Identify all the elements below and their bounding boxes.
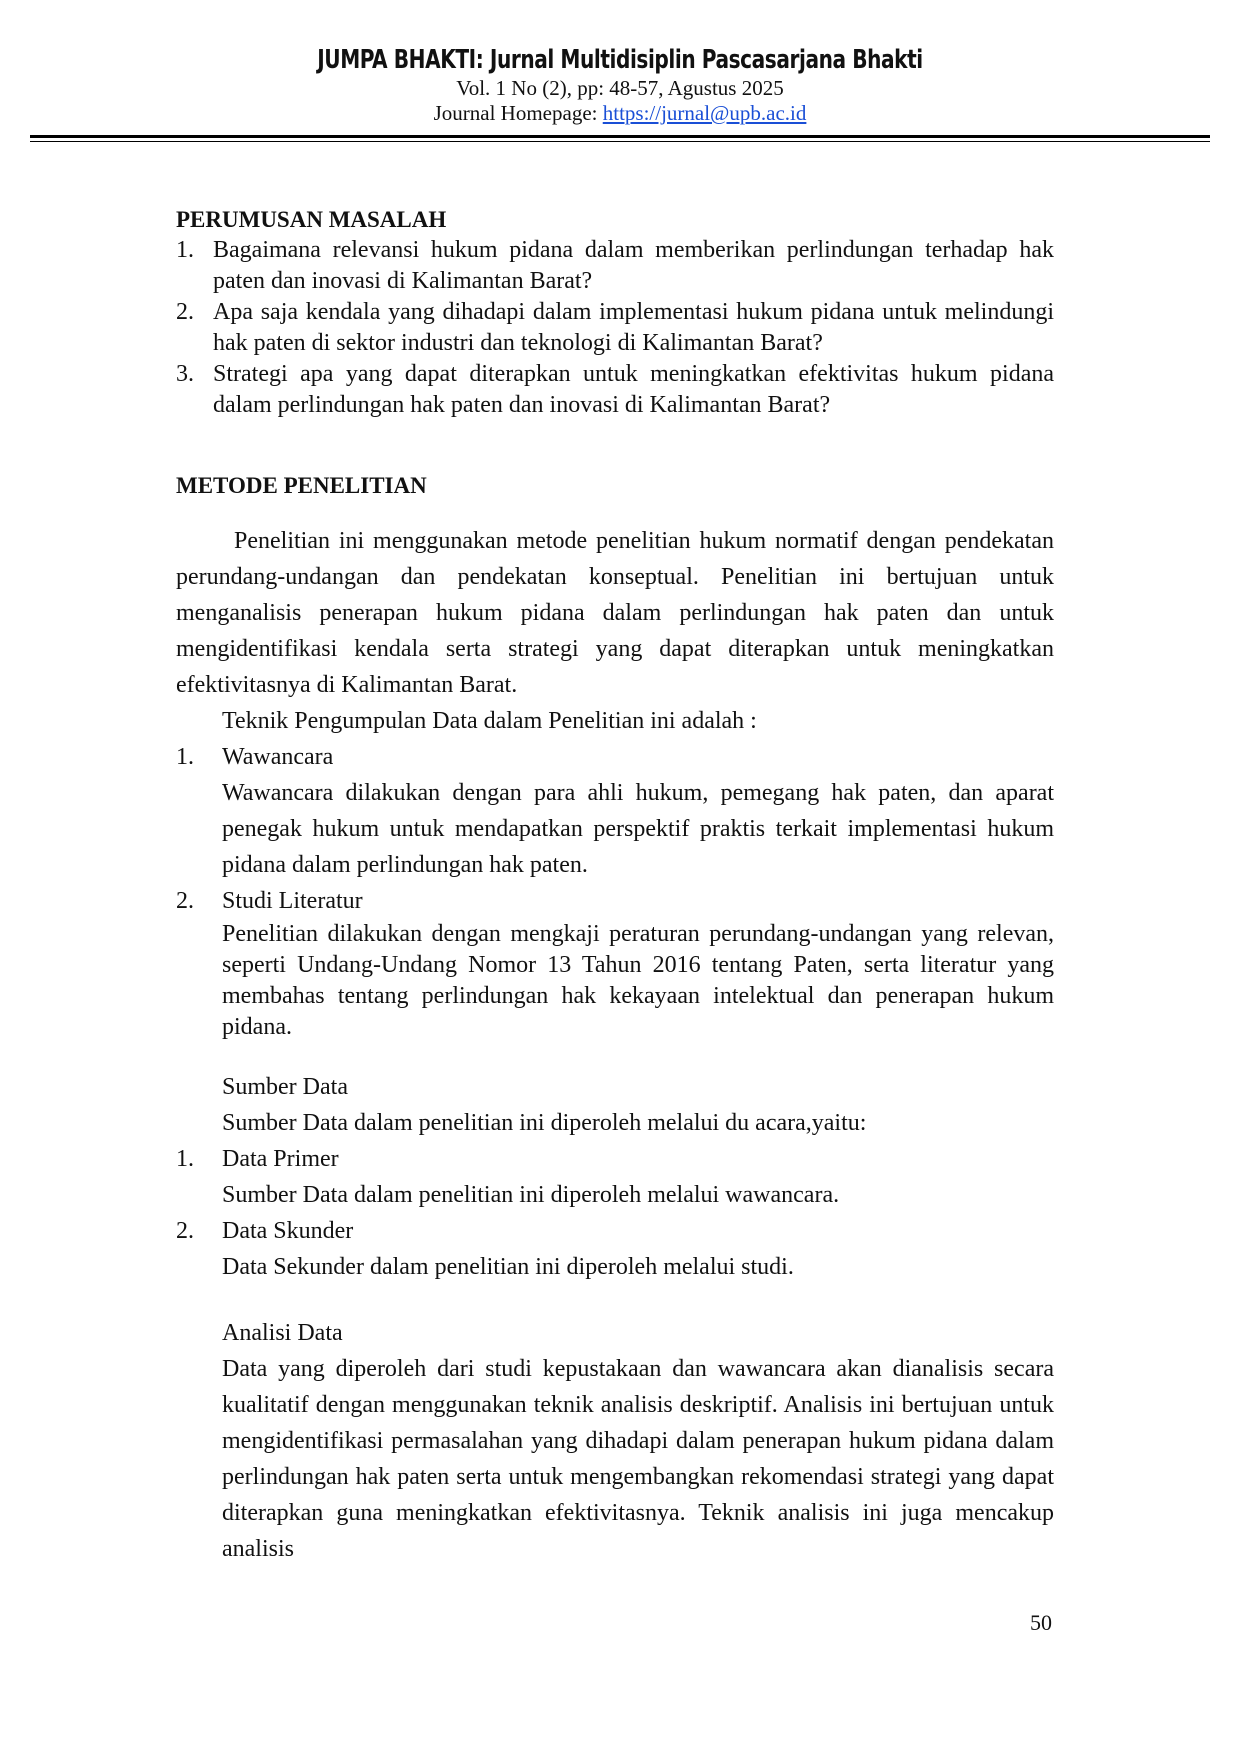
list-number: 2. — [176, 888, 194, 914]
section-heading-metode: METODE PENELITIAN — [176, 473, 427, 498]
journal-title: JUMPA BHAKTI: Jurnal Multidisiplin Pascasarjana Bhakti — [317, 45, 923, 75]
header-rule-thin — [30, 141, 1210, 142]
research-questions-list — [176, 235, 1054, 421]
list-title: Wawancara — [222, 744, 334, 770]
list-item — [176, 297, 1054, 359]
sumber-title: Sumber Data — [222, 1074, 348, 1100]
homepage-line — [0, 101, 1240, 126]
list-number: 1. — [176, 744, 194, 770]
list-number: 1. — [176, 237, 194, 263]
sumber-intro: Sumber Data dalam penelitian ini diperoleh melalui du acara,yaitu: — [222, 1110, 867, 1136]
list-body: Data Sekunder dalam penelitian ini diperoleh melalui studi. — [222, 1254, 794, 1280]
list-number: 3. — [176, 361, 194, 387]
list-item — [176, 883, 1054, 919]
teknik-intro: Teknik Pengumpulan Data dalam Penelitian ini adalah : — [222, 708, 757, 734]
list-number: 2. — [176, 1218, 194, 1244]
list-number: 2. — [176, 299, 194, 325]
homepage-link[interactable]: https://jurnal@upb.ac.id — [602, 101, 807, 125]
section-heading-perumusan: PERUMUSAN MASALAH — [176, 207, 447, 232]
list-title: Data Skunder — [222, 1218, 354, 1244]
homepage-label: Journal Homepage: — [433, 101, 603, 125]
list-item — [176, 235, 1054, 297]
list-title: Data Primer — [222, 1146, 339, 1172]
list-body: Penelitian dilakukan dengan mengkaji peraturan perundang-undangan yang relevan, seperti Undang-Undang Nomor 13 Tahun 2016 tentang Paten, serta literatur yang membahas tentang perlindungan hak kekayaan intelektual dan penerapan hukum pidana. — [222, 921, 1054, 1040]
list-item — [176, 1213, 1054, 1249]
analisis-paragraph: Data yang diperoleh dari studi kepustakaan dan wawancara akan dianalisis secara kualitatif dengan menggunakan teknik analisis deskriptif. Analisis ini bertujuan untuk mengidentifikasi permasalahan yang dihadapi dalam penerapan hukum pidana dalam perlindungan hak paten serta untuk mengembangkan rekomendasi strategi yang dapat diterapkan guna meningkatkan efektivitasnya. Teknik analisis ini juga mencakup analisis — [222, 1356, 1054, 1562]
list-body: Wawancara dilakukan dengan para ahli hukum, pemegang hak paten, dan aparat penegak hukum untuk mendapatkan perspektif praktis terkait implementasi hukum pidana dalam perlindungan hak paten. — [222, 780, 1054, 878]
journal-header — [0, 44, 1240, 126]
metode-intro-paragraph: Penelitian ini menggunakan metode penelitian hukum normatif dengan pendekatan perundang-undangan dan pendekatan konseptual. Penelitian ini bertujuan untuk menganalisis penerapan hukum pidana dalam perlindungan hak paten dan untuk mengidentifikasi kendala serta strategi yang dapat diterapkan untuk meningkatkan efektivitasnya di Kalimantan Barat. — [176, 528, 1054, 698]
list-item — [176, 739, 1054, 775]
analisis-title: Analisi Data — [222, 1320, 343, 1346]
list-text: Strategi apa yang dapat diterapkan untuk meningkatkan efektivitas hukum pidana dalam perlindungan hak paten dan inovasi di Kalimantan Barat? — [213, 361, 1054, 418]
list-number: 1. — [176, 1146, 194, 1172]
list-text: Apa saja kendala yang dihadapi dalam implementasi hukum pidana untuk melindungi hak paten di sektor industri dan teknologi di Kalimantan Barat? — [213, 299, 1054, 356]
page-number: 50 — [1030, 1610, 1052, 1635]
list-item — [176, 359, 1054, 421]
page-content — [176, 205, 1054, 1567]
list-text: Bagaimana relevansi hukum pidana dalam memberikan perlindungan terhadap hak paten dan inovasi di Kalimantan Barat? — [213, 237, 1054, 294]
volume-line: Vol. 1 No (2), pp: 48-57, Agustus 2025 — [456, 76, 784, 100]
list-body: Sumber Data dalam penelitian ini diperoleh melalui wawancara. — [222, 1182, 840, 1208]
list-title: Studi Literatur — [222, 888, 363, 914]
header-rule-thick — [30, 135, 1210, 138]
list-item — [176, 1141, 1054, 1177]
